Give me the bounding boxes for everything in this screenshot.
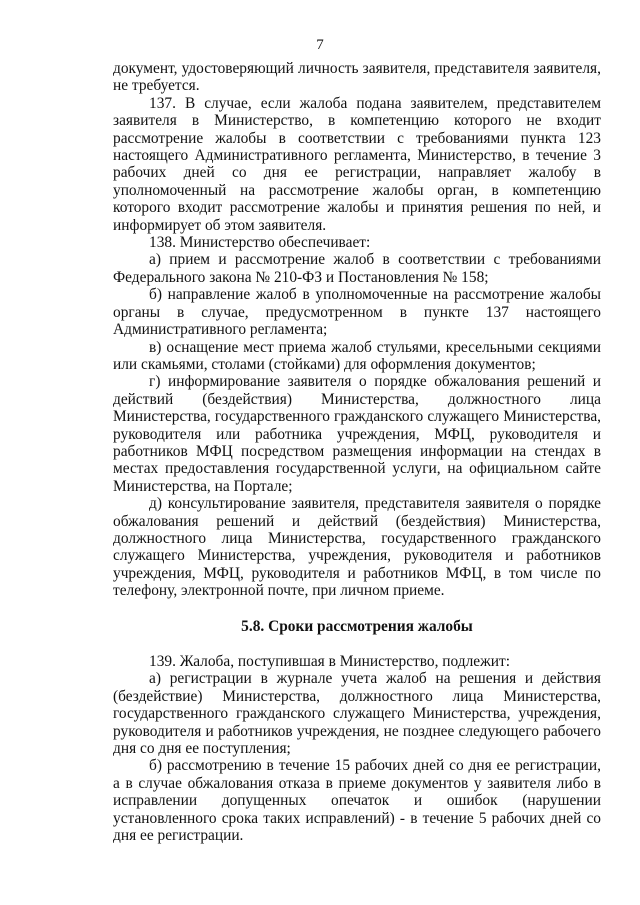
page-number: 7 [316,37,324,53]
paragraph-138-g: г) информирование заявителя о порядке обжалования решений и действий (бездействия) Министерства, должностного лица Министерства, государственного гражданского служащего Министерства, руководителя или работника учреждения, МФЦ, руководителя и работников МФЦ посредством размещения информации на стендах в местах предоставления государственной услуги, на официальном сайте Министерства, на Портале; [113,373,601,495]
document-body [113,60,601,844]
paragraph-139-a: а) регистрации в журнале учета жалоб на решения и действия (бездействие) Министерства, должностного лица Министерства, государственного гражданского служащего Министерства, учреждения, руководителя и работников учреждения, не позднее следующего рабочего дня со дня ее поступления; [113,670,601,758]
paragraph-139: 139. Жалоба, поступившая в Министерство, подлежит: [149,653,511,670]
paragraph-139-b: б) рассмотрению в течение 15 рабочих дней со дня ее регистрации, а в случае обжалования отказа в приеме документов у заявителя либо в исправлении допущенных опечаток и ошибок (нарушении установленного срока таких исправлений) - в течение 5 рабочих дней со дня ее регистрации. [113,757,601,845]
paragraph-137: 137. В случае, если жалоба подана заявителем, представителем заявителя в Министерство, в компетенцию которого не входит рассмотрение жалобы в соответствии с требованиями пункта 123 настоящего Административного регламента, Министерство, в течение 3 рабочих дней со дня ее регистрации, направляет жалобу в уполномоченный на рассмотрение жалобы орган, в компетенцию которого входит рассмотрение жалобы и принятия решения по ней, и информирует об этом заявителя. [113,94,601,234]
paragraph-138-v: в) оснащение мест приема жалоб стульями, кресельными секциями или скамьями, столами (стойками) для оформления документов; [113,338,601,373]
paragraph-138-b: б) направление жалоб в уполномоченные на рассмотрение жалобы органы в случае, предусмотренном в пункте 137 настоящего Административного регламента; [113,286,601,339]
section-heading: 5.8. Сроки рассмотрения жалобы [241,617,473,635]
paragraph-138-d: д) консультирование заявителя, представителя заявителя о порядке обжалования решений и действий (бездействия) Министерства, должностного лица Министерства, государственного гражданского служащего Министерства, учреждения, руководителя и работников учреждения, МФЦ, руководителя и работников МФЦ, в том числе по телефону, электронной почте, при личном приеме. [113,495,601,600]
paragraph-continuation: документ, удостоверяющий личность заявителя, представителя заявителя, не требуется. [113,60,601,95]
paragraph-138: 138. Министерство обеспечивает: [149,234,371,252]
paragraph-138-a: а) прием и рассмотрение жалоб в соответствии с требованиями Федерального закона № 210-ФЗ и Постановления № 158; [113,251,601,286]
